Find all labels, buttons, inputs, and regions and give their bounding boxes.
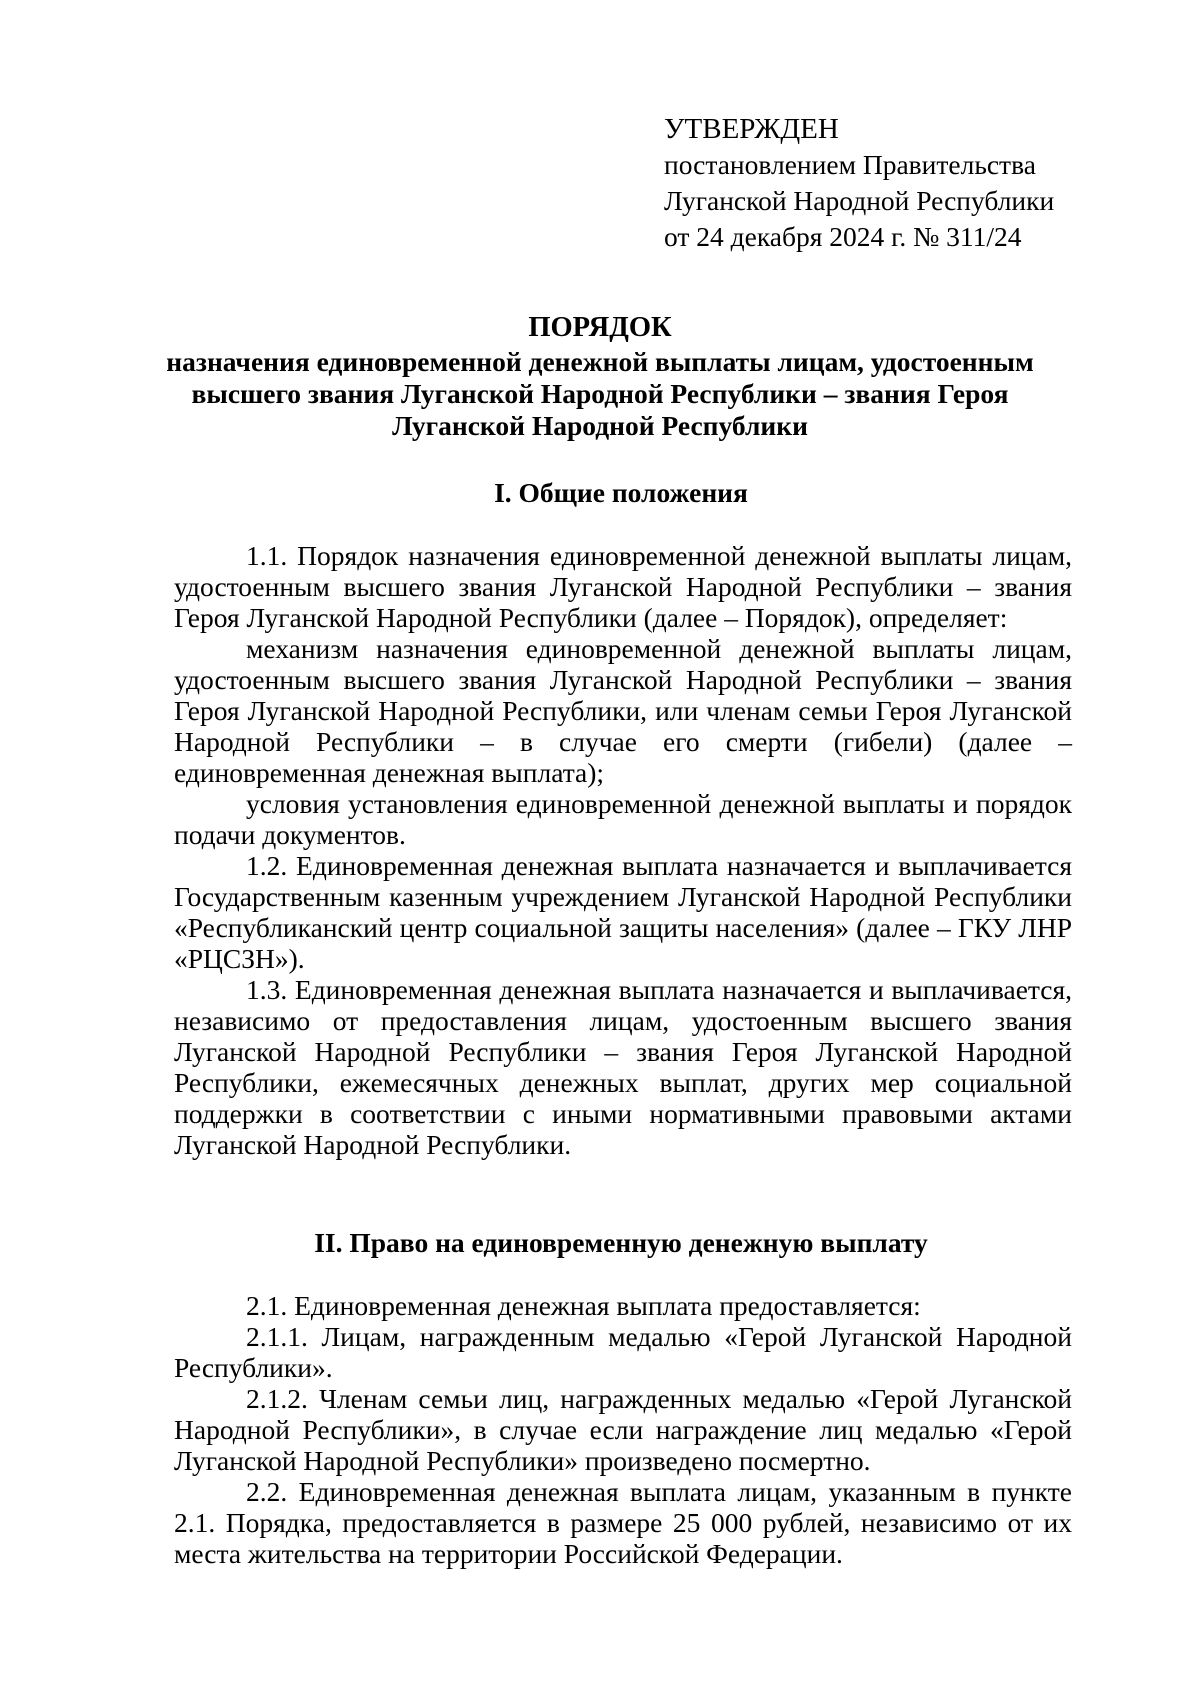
title-main: ПОРЯДОК bbox=[528, 312, 672, 343]
paragraph: 2.1.1. Лицам, награжденным медалью «Герой Луганской Народной Республики». bbox=[174, 1321, 1072, 1383]
approval-heading: УТВЕРЖДЕН bbox=[664, 113, 839, 145]
section-2-heading: II. Право на единовременную денежную выплату bbox=[314, 1227, 928, 1258]
paragraph: 2.2. Единовременная денежная выплата лицам, указанным в пункте 2.1. Порядка, предоставляется в размере 25 000 рублей, независимо от их места жительства на территории Российской Федерации. bbox=[174, 1476, 1072, 1569]
document-title bbox=[150, 312, 1050, 442]
title-line: Луганской Народной Республики bbox=[392, 410, 808, 441]
section-1-body bbox=[174, 540, 1072, 1160]
paragraph: условия установления единовременной денежной выплаты и порядок подачи документов. bbox=[174, 788, 1072, 850]
approval-line: Луганской Народной Республики bbox=[664, 185, 1055, 216]
title-line: высшего звания Луганской Народной Республики – звания Героя bbox=[191, 378, 1009, 409]
title-line: назначения единовременной денежной выплаты лицам, удостоенным bbox=[166, 346, 1034, 377]
paragraph: 1.1. Порядок назначения единовременной денежной выплаты лицам, удостоенным высшего звания Луганской Народной Республики – звания Героя Луганской Народной Республики (далее – Порядок), определяет: bbox=[174, 540, 1072, 633]
paragraph: 2.1. Единовременная денежная выплата предоставляется: bbox=[246, 1290, 921, 1321]
paragraph: 1.2. Единовременная денежная выплата назначается и выплачивается Государственным казенным учреждением Луганской Народной Республики «Республиканский центр социальной защиты населения» (далее – ГКУ ЛНР «РЦСЗН»). bbox=[174, 850, 1072, 974]
paragraph: механизм назначения единовременной денежной выплаты лицам, удостоенным высшего звания Луганской Народной Республики – звания Героя Луганской Народной Республики, или членам семьи Героя Луганской Народной Республики – в случае его смерти (гибели) (далее – единовременная денежная выплата); bbox=[174, 633, 1072, 788]
approval-date-line: от 24 декабря 2024 г. № 311/24 bbox=[664, 221, 1022, 252]
approval-line: постановлением Правительства bbox=[664, 149, 1036, 180]
section-2-body bbox=[174, 1290, 1072, 1569]
approval-stamp bbox=[664, 111, 1054, 255]
section-1-heading: I. Общие положения bbox=[494, 477, 748, 508]
paragraph: 1.3. Единовременная денежная выплата назначается и выплачивается, независимо от предоставления лицам, удостоенным высшего звания Луганской Народной Республики – звания Героя Луганской Народной Республики, ежемесячных денежных выплат, других мер социальной поддержки в соответствии с иными нормативными правовыми актами Луганской Народной Республики. bbox=[174, 974, 1072, 1160]
paragraph: 2.1.2. Членам семьи лиц, награжденных медалью «Герой Луганской Народной Республики», в случае если награждение лиц медалью «Герой Луганской Народной Республики» произведено посмертно. bbox=[174, 1383, 1072, 1476]
